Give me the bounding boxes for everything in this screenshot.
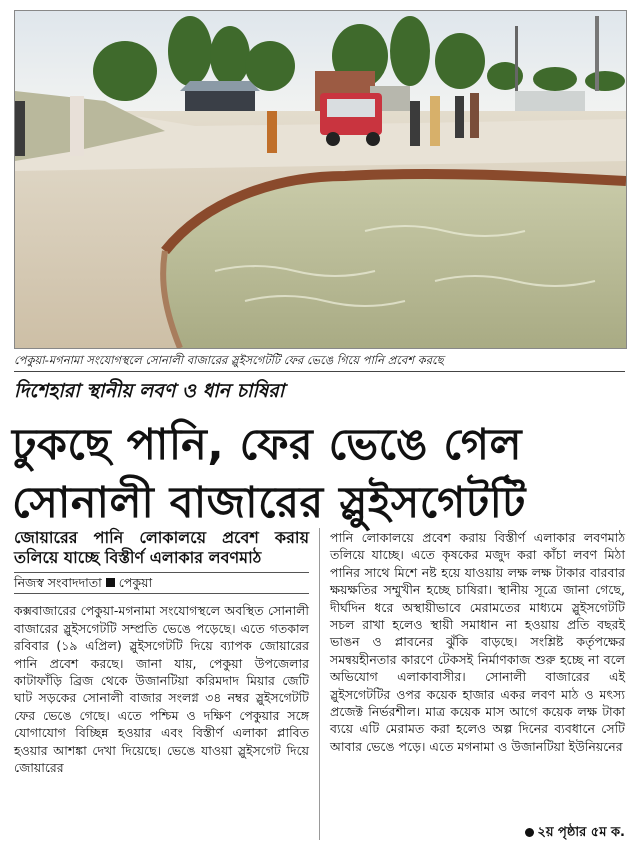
article-column-right bbox=[330, 529, 625, 755]
article-column-left bbox=[14, 528, 309, 776]
caption-rule bbox=[14, 371, 625, 372]
article-subhead: জোয়ারের পানি লোকালয়ে প্রবেশ করায় তলিয়ে যাচ্ছে বিস্তীর্ণ এলাকার লবণমাঠ bbox=[14, 528, 309, 567]
continued-notice bbox=[525, 823, 625, 844]
headline bbox=[12, 416, 623, 532]
body-paragraph-right: পানি লোকালয়ে প্রবেশ করায় বিস্তীর্ণ এলাকার লবণমাঠ তলিয়ে যাচ্ছে। এতে কৃষকের মজুদ করা কাঁচা লবণ মিঠা পানির সাথে মিশে নষ্ট হয়ে যাওয়ায় লক্ষ লক্ষ টাকার বারবার ক্ষয়ক্ষতির সম্মুখীন হচ্ছে চাষিরা। স্থানীয় সূত্রে জানা গেছে, দীর্ঘদিন ধরে অস্থায়ীভাবে মেরামতের মাধ্যমে স্লুইসগেটটি সচল রাখা হলেও স্থায়ী সমাধান না হওয়ায় প্রতি বছরই ভাঙন ও প্লাবনের ঝুঁকি বাড়ছে। সংশ্লিষ্ট কর্তৃপক্ষের সমন্বয়হীনতার কারণে টেকসই নির্মাণকাজ শুরু হচ্ছে না বলে অভিযোগ এলাকাবাসীর। সোনালী বাজারের এই স্লুইসগেটটির ওপর কয়েক হাজার একর লবণ মাঠ ও মৎস্য প্রজেক্ট নির্ভরশীল। মাত্র কয়েক মাস আগে কয়েক লক্ষ টাকা ব্যয়ে এটি মেরামত করা হলেও অল্প দিনের ব্যবধানে সেটি আবার ভেঙে পড়ে। এতে মগনামা ও উজানটিয়া ইউনিয়নের bbox=[330, 530, 625, 754]
column-divider bbox=[319, 528, 320, 840]
news-photo bbox=[14, 10, 627, 349]
article-body-left bbox=[14, 602, 309, 776]
square-bullet-icon bbox=[106, 578, 115, 587]
news-photo-broken-sluice-gate-icon bbox=[15, 11, 626, 348]
body-paragraph-left: কক্সবাজারের পেকুয়া-মগনামা সংযোগস্থলে অবস্থিত সোনালী বাজারের স্লুইসগেটটি সম্প্রতি ভেঙে পড়েছে। এতে গতকাল রবিবার (১৯ এপ্রিল) স্লুইসগেটটি দিয়ে ব্যাপক জোয়ারের পানি প্রবেশ করছে। জানা যায়, পেকুয়া উপজেলার কাটাফাঁড়ি ব্রিজ থেকে উজানটিয়া করিমদাদ মিয়ার জেটি ঘাট সড়কের সোনালী বাজার সংলগ্ন ৩৪ নম্বর স্লুইসগেটটি ফের ভেঙে গেছে। এতে পশ্চিম ও দক্ষিণ পেকুয়ার সঙ্গে যোগাযোগ বিচ্ছিন্ন হওয়ার এবং বিস্তীর্ণ এলাকা প্লাবিত হওয়ার আশঙ্কা দেখা দিয়েছে। ভেঙে যাওয়া স্লুইসগেট দিয়ে জোয়ারের bbox=[14, 603, 309, 776]
byline bbox=[14, 572, 309, 594]
headline-line-2: সোনালী বাজারের স্লুইসগেটটি bbox=[12, 478, 526, 528]
bullet-dot-icon bbox=[525, 828, 534, 837]
headline-kicker: দিশেহারা স্থানীয় লবণ ও ধান চাষিরা bbox=[14, 380, 285, 402]
photo-caption: পেকুয়া-মগনামা সংযোগস্থলে সোনালী বাজারের স্লুইসগেটটি ফের ভেঙে গিয়ে পানি প্রবেশ করছে bbox=[14, 353, 444, 367]
byline-reporter: নিজস্ব সংবাদদাতা bbox=[14, 575, 102, 590]
continued-label: ২য় পৃষ্ঠার ৫ম ক. bbox=[537, 825, 625, 840]
headline-line-1: ঢুকছে পানি, ফের ভেঙে গেল bbox=[12, 420, 523, 470]
byline-place: পেকুয়া bbox=[118, 575, 153, 590]
